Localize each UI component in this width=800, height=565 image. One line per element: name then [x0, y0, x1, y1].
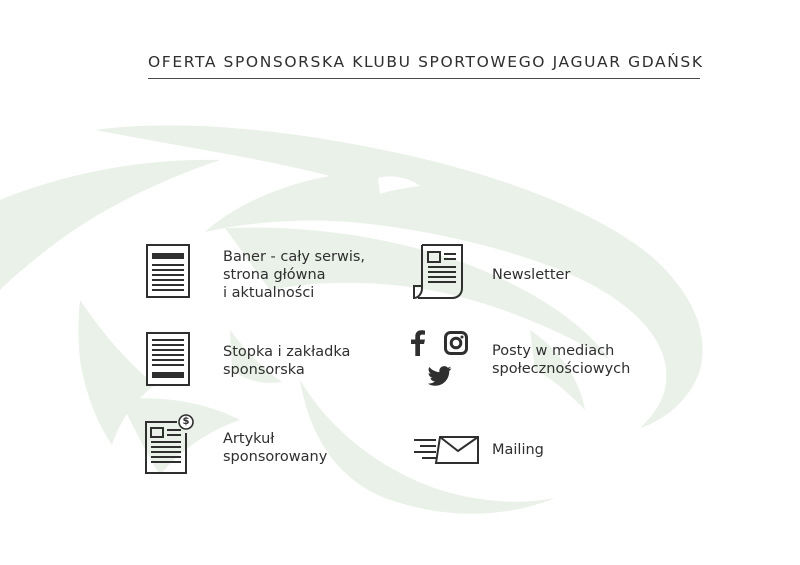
- offer-label-article: Artykuł sponsorowany: [223, 431, 328, 465]
- sponsored-article-icon: [144, 413, 196, 475]
- offer-label-social: Posty w mediach społecznościowych: [492, 343, 631, 377]
- footer-page-icon: [146, 332, 190, 386]
- page-title: OFERTA SPONSORSKA KLUBU SPORTOWEGO JAGUAR GDAŃSK: [148, 53, 704, 71]
- banner-page-icon: [146, 244, 190, 298]
- instagram-icon: [444, 331, 468, 355]
- offer-label-mailing: Mailing: [492, 442, 544, 458]
- offer-label-footer: Stopka i zakładka sponsorska: [223, 344, 351, 378]
- newsletter-icon: [412, 244, 464, 300]
- offer-label-newsletter: Newsletter: [492, 267, 571, 283]
- facebook-icon: [410, 330, 426, 356]
- dollar-badge-icon: $: [182, 416, 190, 427]
- title-divider: [148, 78, 700, 79]
- social-media-icon: [410, 330, 470, 388]
- mailing-icon: [412, 434, 482, 466]
- offer-label-banner: Baner - cały serwis, strona główna i aktualności: [223, 249, 366, 301]
- twitter-icon: [428, 366, 452, 386]
